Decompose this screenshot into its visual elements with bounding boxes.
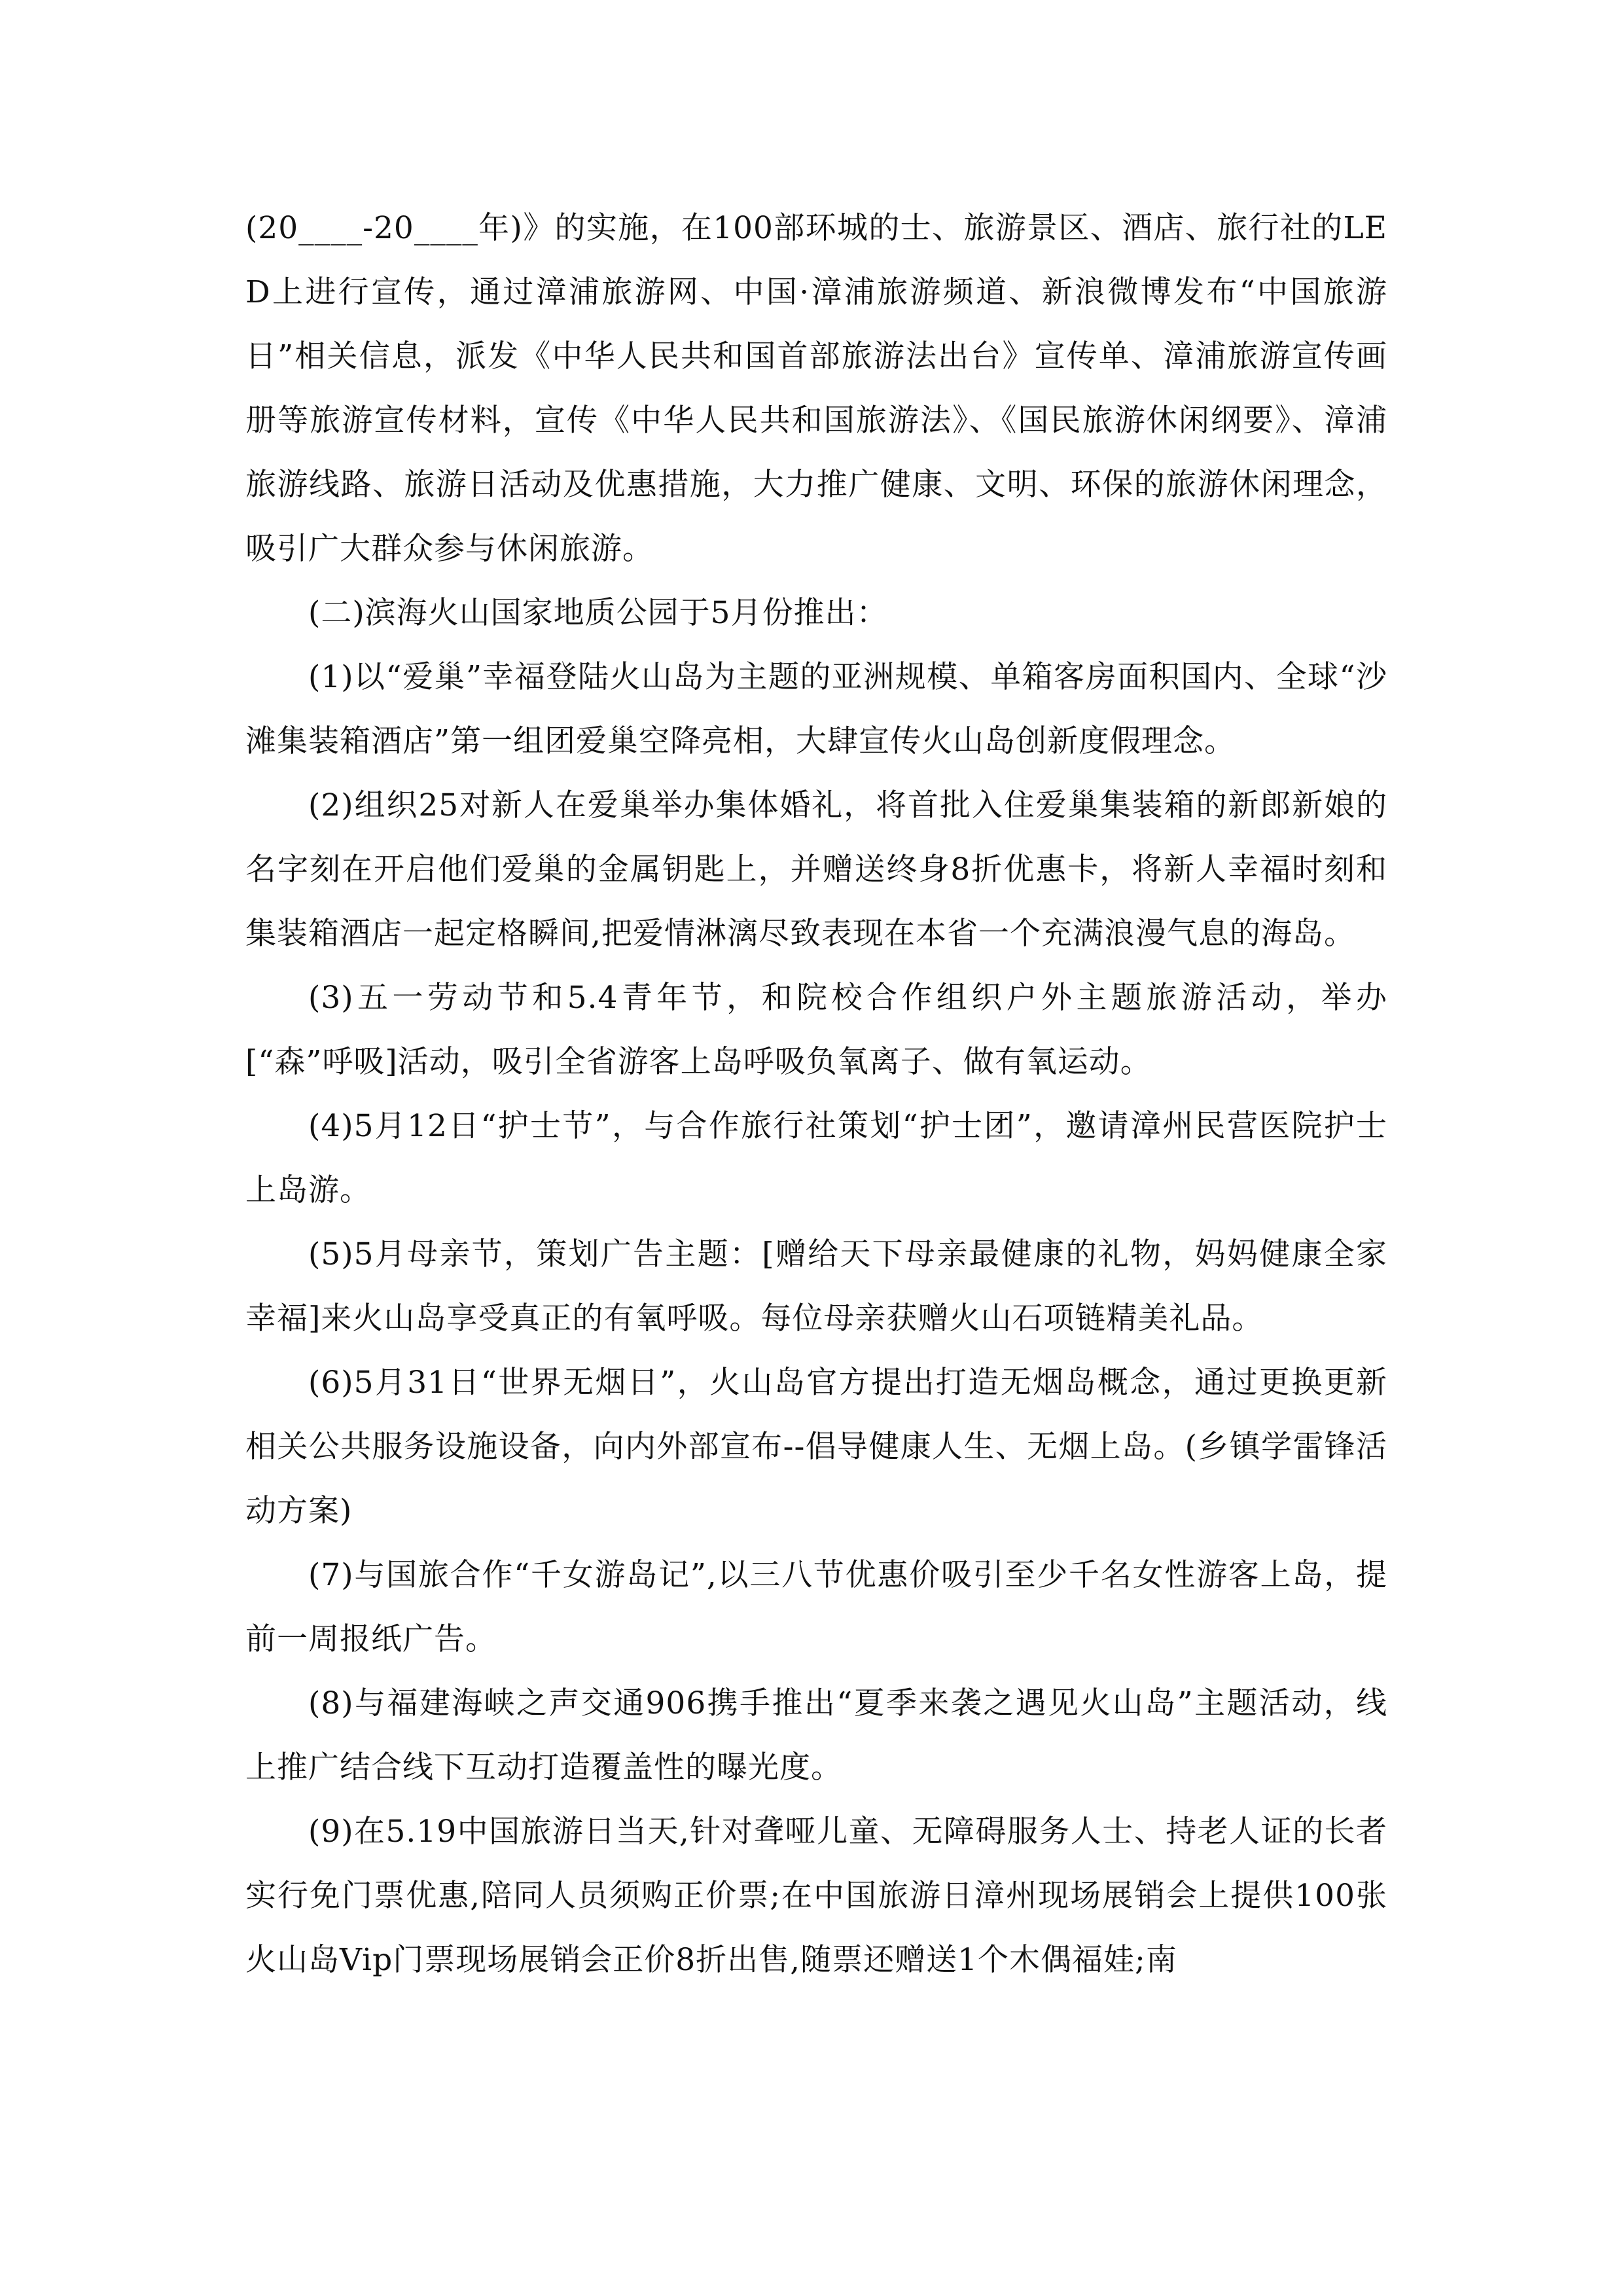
paragraph-item-8: (8)与福建海峡之声交通906携手推出“夏季来袭之遇见火山岛”主题活动，线上推广结合线下互动打造覆盖性的曝光度。: [245, 1685, 1387, 1785]
paragraph-item-9: (9)在5.19中国旅游日当天,针对聋哑儿童、无障碍服务人士、持老人证的长者实行免门票优惠,陪同人员须购正价票;在中国旅游日漳州现场展销会上提供100张火山岛Vip门票现场展销会正价8折出售,随票还赠送1个木偶福娃;南: [245, 1814, 1387, 1978]
document-body: [245, 196, 1387, 1992]
paragraph-item-1: (1)以“爱巢”幸福登陆火山岛为主题的亚洲规模、单箱客房面积国内、全球“沙滩集装箱酒店”第一组团爱巢空降亮相，大肆宣传火山岛创新度假理念。: [245, 659, 1387, 759]
paragraph-item-4: (4)5月12日“护士节”，与合作旅行社策划“护士团”，邀请漳州民营医院护士上岛游。: [245, 1108, 1387, 1208]
paragraph-item-6: (6)5月31日“世界无烟日”，火山岛官方提出打造无烟岛概念，通过更换更新相关公共服务设施设备，向内外部宣布--倡导健康人生、无烟上岛。(乡镇学雷锋活动方案): [245, 1365, 1387, 1529]
paragraph-item-7: (7)与国旅合作“千女游岛记”,以三八节优惠价吸引至少千名女性游客上岛，提前一周报纸广告。: [245, 1557, 1387, 1657]
paragraph-item-5: (5)5月母亲节，策划广告主题：[赠给天下母亲最健康的礼物，妈妈健康全家幸福]来火山岛享受真正的有氧呼吸。每位母亲获赠火山石项链精美礼品。: [245, 1236, 1387, 1336]
paragraph-continuation: (20____-20____年)》的实施，在100部环城的士、旅游景区、酒店、旅行社的LED上进行宣传，通过漳浦旅游网、中国·漳浦旅游频道、新浪微博发布“中国旅游日”相关信息，派发《中华人民共和国首部旅游法出台》宣传单、漳浦旅游宣传画册等旅游宣传材料，宣传《中华人民共和国旅游法》、《国民旅游休闲纲要》、漳浦旅游线路、旅游日活动及优惠措施，大力推广健康、文明、环保的旅游休闲理念，吸引广大群众参与休闲旅游。: [245, 210, 1387, 567]
paragraph-item-2: (2)组织25对新人在爱巢举办集体婚礼，将首批入住爱巢集装箱的新郎新娘的名字刻在开启他们爱巢的金属钥匙上，并赠送终身8折优惠卡，将新人幸福时刻和集装箱酒店一起定格瞬间,把爱情淋漓尽致表现在本省一个充满浪漫气息的海岛。: [245, 787, 1387, 952]
paragraph-item-3: (3)五一劳动节和5.4青年节，和院校合作组织户外主题旅游活动，举办[“森”呼吸]活动，吸引全省游客上岛呼吸负氧离子、做有氧运动。: [245, 980, 1387, 1080]
paragraph-section-heading: (二)滨海火山国家地质公园于5月份推出：: [308, 595, 888, 631]
